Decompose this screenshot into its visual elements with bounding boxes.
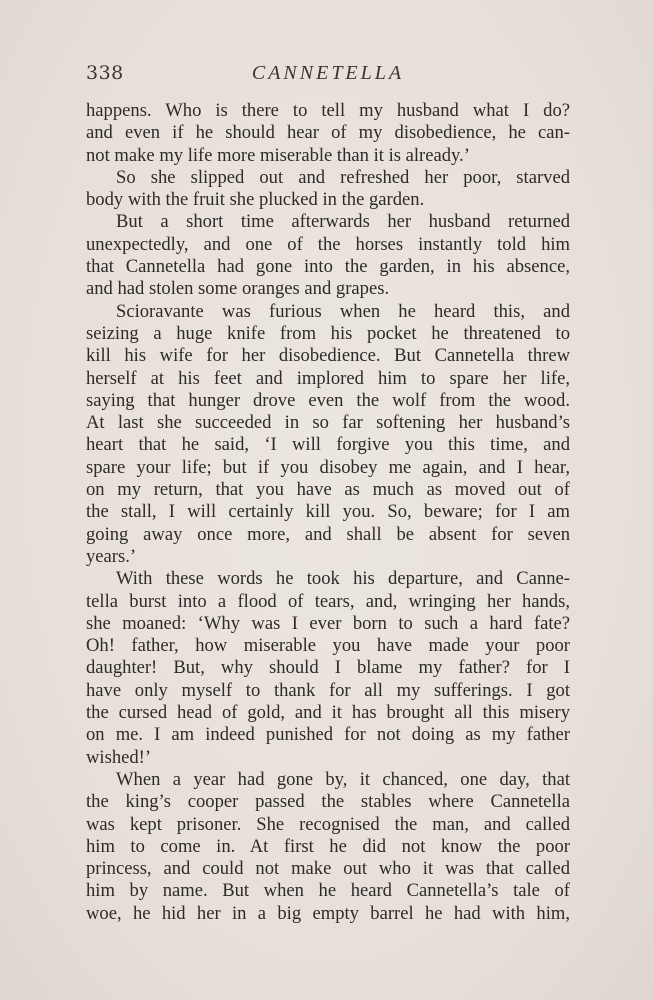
text-line: At last she succeeded in so far softening her husband’s [86, 412, 570, 434]
text-line: on my return, that you have as much as moved out of [86, 479, 570, 501]
text-line: happens. Who is there to tell my husband what I do? [86, 100, 570, 121]
running-title: CANNETELLA [251, 62, 405, 84]
body-text [86, 100, 570, 925]
text-line: daughter! But, why should I blame my father? for I [86, 657, 570, 679]
text-line: kill his wife for her disobedience. But Cannetella threw [86, 345, 570, 367]
text-line: the king’s cooper passed the stables where Cannetella [86, 791, 570, 813]
text-line: that Cannetella had gone into the garden, in his absence, [86, 256, 570, 278]
page-header [86, 62, 570, 90]
text-line: and even if he should hear of my disobedience, he can- [86, 122, 570, 144]
text-line: and had stolen some oranges and grapes. [86, 278, 390, 300]
text-line: herself at his feet and implored him to spare her life, [86, 367, 570, 389]
text-line: saying that hunger drove even the wolf from the wood. [86, 389, 570, 411]
text-line: wished!’ [86, 746, 152, 768]
text-line: him to come in. At first he did not know the poor [86, 835, 570, 857]
text-line: him by name. But when he heard Cannetella’s tale of [86, 880, 570, 902]
text-line: spare your life; but if you disobey me again, and I hear, [86, 456, 570, 478]
text-line: tella burst into a flood of tears, and, wringing her hands, [86, 590, 570, 612]
text-line: princess, and could not make out who it was that called [86, 858, 570, 880]
text-line: the stall, I will certainly kill you. So, beware; for I am [86, 501, 570, 523]
text-line: heart that he said, ‘I will forgive you this time, and [86, 434, 570, 456]
text-line: on me. I am indeed punished for not doing as my father [86, 724, 570, 746]
text-line: Oh! father, how miserable you have made your poor [86, 635, 570, 657]
text-line: But a short time afterwards her husband returned [116, 211, 570, 233]
text-line: have only myself to thank for all my sufferings. I got [86, 679, 570, 701]
text-line: years.’ [86, 545, 137, 567]
text-line: seizing a huge knife from his pocket he threatened to [86, 322, 570, 344]
text-line: With these words he took his departure, and Canne- [116, 568, 570, 590]
text-line: was kept prisoner. She recognised the man, and called [86, 813, 570, 835]
text-line: going away once more, and shall be absent for seven [86, 523, 570, 545]
page-number: 338 [86, 62, 124, 84]
text-line: Scioravante was furious when he heard this, and [116, 300, 570, 322]
text-line: unexpectedly, and one of the horses instantly told him [86, 233, 570, 255]
text-line: When a year had gone by, it chanced, one day, that [116, 768, 570, 790]
text-line: body with the fruit she plucked in the garden. [86, 189, 425, 211]
text-line: the cursed head of gold, and it has brought all this misery [86, 702, 570, 724]
text-line: not make my life more miserable than it is already.’ [86, 144, 470, 166]
text-line: So she slipped out and refreshed her poor, starved [116, 166, 570, 188]
text-line: she moaned: ‘Why was I ever born to such a hard fate? [86, 612, 570, 634]
text-line: woe, he hid her in a big empty barrel he had with him, [86, 902, 570, 924]
